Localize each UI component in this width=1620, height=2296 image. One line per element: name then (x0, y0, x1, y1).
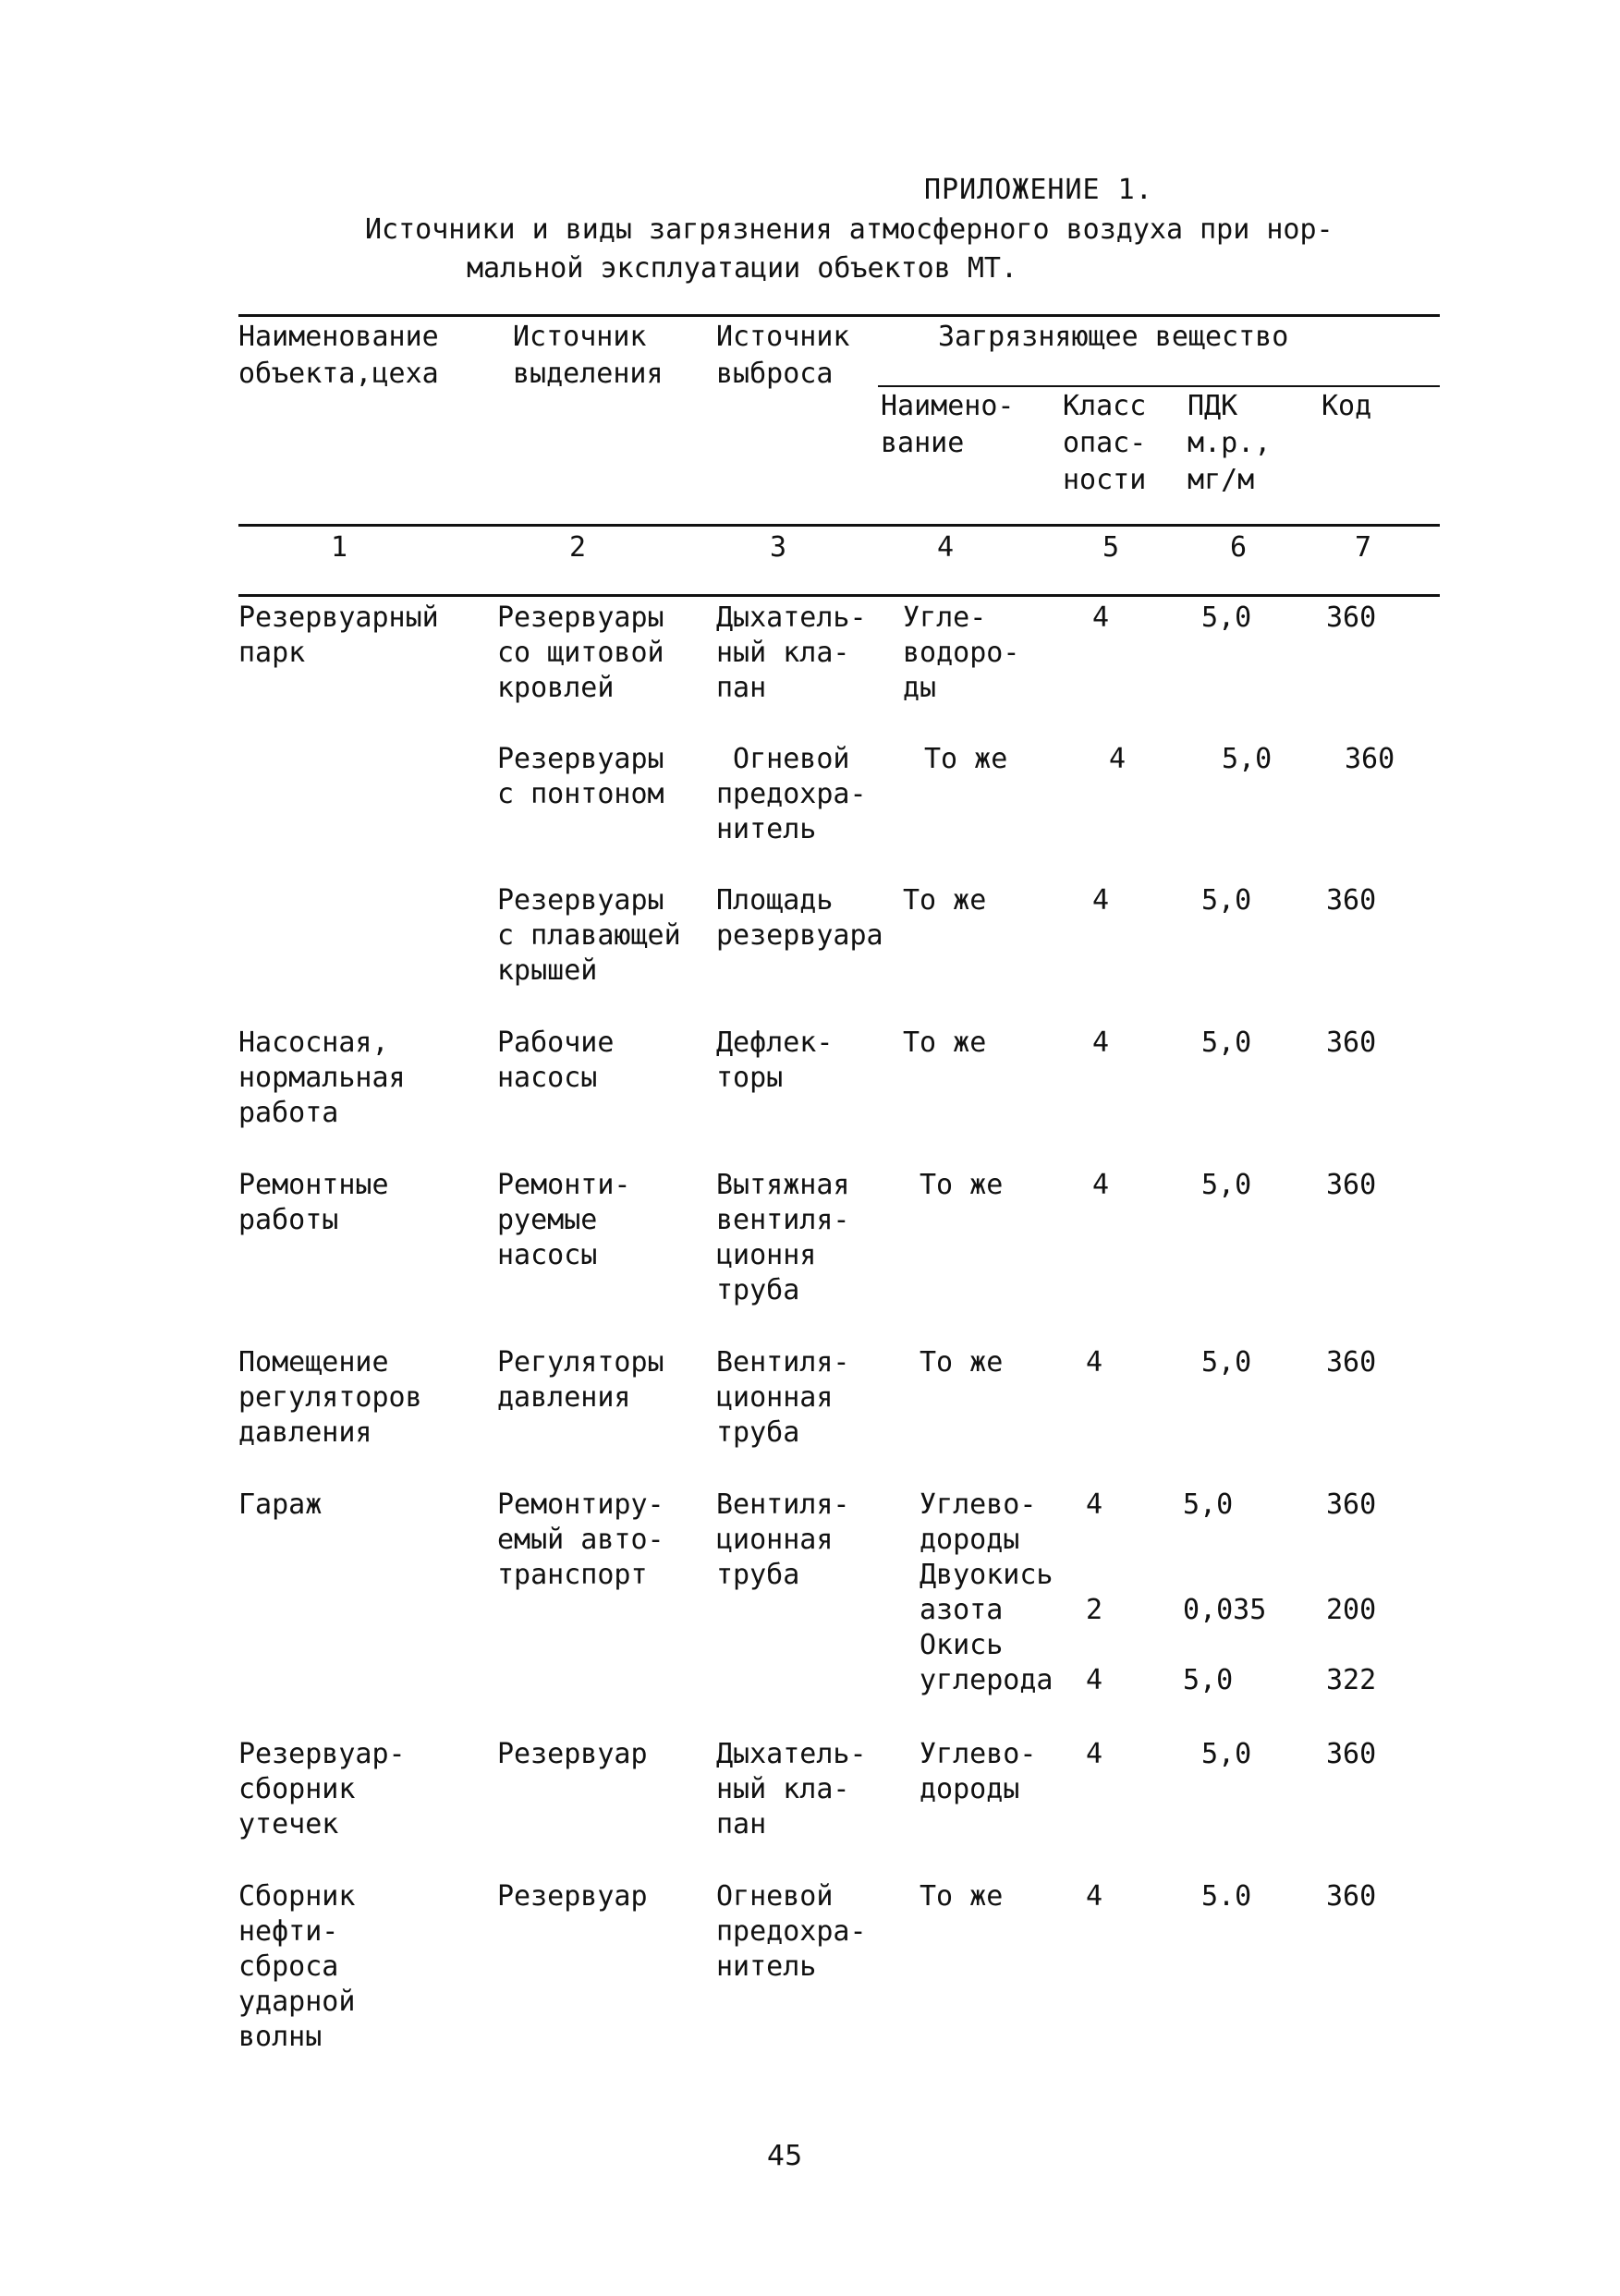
row-code: 360 (1326, 601, 1377, 634)
row-source-emission: Дефлек- торы (716, 1027, 834, 1094)
table-top-rule (238, 314, 1440, 317)
header-source-emission: Источник выброса (716, 321, 850, 390)
numbers-bottom-rule (238, 594, 1440, 597)
row-object: Резервуар- сборник утечек (238, 1738, 406, 1840)
column-number-1: 1 (330, 531, 348, 564)
row-source-emission: Вентиля- ционная труба (716, 1488, 850, 1591)
row-pollutant: То же (920, 1346, 1004, 1379)
row-source-release: Регуляторы давления (497, 1346, 664, 1414)
row-pollutant: Угле- водоро- ды (903, 601, 1020, 704)
row-pollutant: То же (924, 743, 1008, 775)
header-pollutant-name: Наимено- вание (881, 390, 1015, 459)
row-pdk: 5,0 (1201, 1738, 1252, 1770)
row-code: 360 (1326, 1880, 1377, 1913)
row-hazard-class: 4 (1092, 1027, 1110, 1059)
row-pdk: 5,0 (1201, 884, 1252, 917)
row-object: Ремонтные работы (238, 1169, 389, 1236)
row-code: 360 (1345, 743, 1395, 775)
row-source-release: Ремонтиру- емый авто- транспорт (497, 1488, 664, 1591)
column-number-6: 6 (1229, 531, 1248, 564)
header-object: Наименование объекта,цеха (238, 321, 439, 390)
row-code: 360 200 322 (1326, 1488, 1377, 1696)
caption-line-2: мальной эксплуатации объектов МТ. (467, 252, 1018, 285)
row-source-release: Рабочие насосы (497, 1027, 615, 1094)
row-source-emission: Вентиля- ционная труба (716, 1346, 850, 1449)
row-source-release: Резервуары с понтоном (497, 743, 664, 810)
header-hazard-class: Класс опас- ности (1063, 390, 1147, 496)
column-number-4: 4 (936, 531, 955, 564)
row-pollutant: То же (920, 1169, 1004, 1201)
header-bottom-rule (238, 524, 1440, 527)
row-code: 360 (1326, 1346, 1377, 1379)
row-hazard-class: 4 (1092, 601, 1110, 634)
row-pdk: 5,0 (1201, 1027, 1252, 1059)
page-number: 45 (767, 2140, 803, 2172)
column-number-5: 5 (1102, 531, 1120, 564)
row-code: 360 (1326, 1738, 1377, 1770)
row-object: Помещение регуляторов давления (238, 1346, 422, 1449)
row-source-release: Ремонти- руемые насосы (497, 1169, 631, 1271)
row-source-release: Резервуар (497, 1738, 648, 1770)
row-hazard-class: 4 (1109, 743, 1127, 775)
caption-line-1: Источники и виды загрязнения атмосферного воздуха при нор- (365, 213, 1334, 246)
column-number-7: 7 (1354, 531, 1372, 564)
row-pdk: 5.0 (1201, 1880, 1252, 1913)
row-pollutant: То же (903, 884, 987, 917)
row-code: 360 (1326, 1027, 1377, 1059)
row-pdk: 5,0 (1201, 601, 1252, 634)
column-number-3: 3 (769, 531, 787, 564)
row-code: 360 (1326, 1169, 1377, 1201)
row-source-emission: Огневой предохра- нитель (716, 1880, 867, 1983)
row-source-release: Резервуары со щитовой кровлей (497, 601, 664, 704)
row-object: Сборник нефти- сброса ударной волны (238, 1880, 356, 2053)
row-hazard-class: 4 (1092, 884, 1110, 917)
row-source-emission: Огневой предохра- нитель (716, 743, 867, 845)
row-pollutant: Углево- дороды (920, 1738, 1037, 1805)
row-object: Резервуарный парк (238, 601, 439, 669)
row-source-release: Резервуар (497, 1880, 648, 1913)
row-pollutant: То же (903, 1027, 987, 1059)
row-hazard-class: 4 (1092, 1169, 1110, 1201)
table-caption (365, 211, 1456, 288)
row-source-emission: Дыхатель- ный кла- пан (716, 601, 867, 704)
row-hazard-class: 4 (1086, 1880, 1103, 1913)
subheader-rule (878, 385, 1440, 387)
row-pdk: 5,0 (1222, 743, 1273, 775)
row-pollutant: Углево- дороды Двуокись азота Окись углерода (920, 1488, 1054, 1696)
row-pollutant: То же (920, 1880, 1004, 1913)
row-pdk: 5,0 (1201, 1169, 1252, 1201)
row-pdk: 5,0 (1201, 1346, 1252, 1379)
row-object: Гараж (238, 1488, 323, 1521)
header-code: Код (1322, 390, 1372, 422)
row-source-emission: Дыхатель- ный кла- пан (716, 1738, 867, 1840)
row-pdk: 5,0 0,035 5,0 (1183, 1488, 1267, 1696)
row-hazard-class: 4 (1086, 1346, 1103, 1379)
column-number-2: 2 (568, 531, 587, 564)
header-pollutant-group: Загрязняющее вещество (938, 321, 1289, 353)
appendix-title: ПРИЛОЖЕНИЕ 1. (924, 174, 1153, 206)
header-source-release: Источник выделения (513, 321, 664, 390)
row-hazard-class: 4 (1086, 1738, 1103, 1770)
row-code: 360 (1326, 884, 1377, 917)
header-pdk: ПДК м.р., мг/м (1188, 390, 1272, 496)
row-source-emission: Вытяжная вентиля- ционня труба (716, 1169, 850, 1306)
row-source-release: Резервуары с плавающей крышей (497, 884, 681, 987)
row-source-emission: Площадь резервуара (716, 884, 883, 952)
row-object: Насосная, нормальная работа (238, 1027, 406, 1129)
row-hazard-class: 4 2 4 (1086, 1488, 1103, 1696)
